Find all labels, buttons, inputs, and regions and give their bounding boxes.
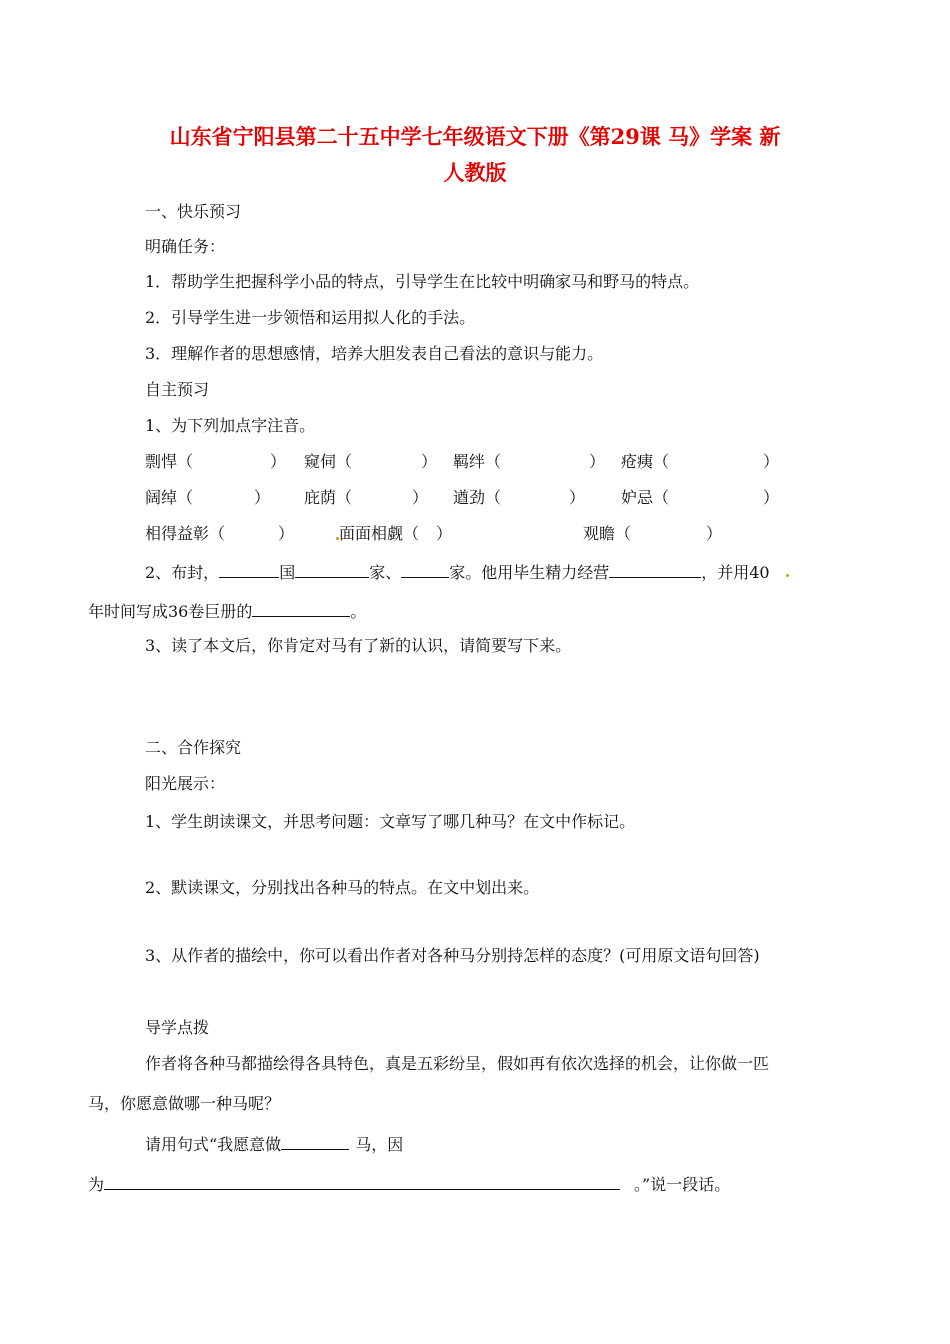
guide-label: 导学点拨 [145,1018,210,1037]
mark-dot [786,574,789,577]
word-duji: 妒忌（ [621,488,670,507]
blank-horse-type[interactable] [281,1131,349,1150]
sentence-wei: 为 [88,1175,105,1194]
question-2-line-1 [145,559,770,584]
paren-close: ） [254,488,271,507]
paren-close: ） [421,452,438,471]
task-item-3: 3．理解作者的思想感情，培养大胆发表自己看法的意识与能力。 [145,344,604,363]
explore-item-3: 3、从作者的描绘中，你可以看出作者对各种马分别持怎样的态度？(可用原文语句回答) [145,946,760,965]
sentence-prompt-line-2 [88,1171,730,1196]
word-kuisi: 窥伺（ [304,452,353,471]
q2-jia: 家、 [369,563,402,582]
paren-close: ） [270,452,287,471]
word-qiujin: 遒劲（ [453,488,502,507]
q2-lifework: 家。他用毕生精力经营 [449,563,610,582]
blank-book[interactable] [252,598,350,617]
sentence-start: 请用句式“我愿意做 [145,1135,282,1154]
task-item-1: 1．帮助学生把握科学小品的特点，引导学生在比较中明确家马和野马的特点。 [145,272,700,291]
sunshine-label: 阳光展示： [145,774,226,793]
q2-country: 国 [279,563,296,582]
question-2-line-2 [88,598,366,623]
paren-close: ） [763,452,780,471]
blank-reason[interactable] [104,1171,620,1190]
task-label: 明确任务： [145,237,226,256]
mark-dot [336,537,339,540]
paren-close: ） [412,488,429,507]
guide-paragraph-line-1: 作者将各种马都描绘得各具特色，真是五彩纷呈，假如再有依次选择的机会，让你做一匹 [145,1054,770,1073]
blank-profession-1[interactable] [295,559,369,578]
paren-close: ） [569,488,586,507]
sentence-because: 马，因 [355,1135,404,1154]
paren-close: ） [278,524,295,543]
explore-item-2: 2、默读课文，分别找出各种马的特点。在文中划出来。 [145,878,540,897]
paren-close: ） [589,452,606,471]
q2-buffon: 2、布封， [145,563,220,582]
paren-close: ） [763,488,780,507]
word-jiban: 羁绊（ [453,452,502,471]
document-title-line-1: 山东省宁阳县第二十五中学七年级语文下册《第29课 马》学案 新 [169,124,781,149]
sentence-end: 。”说一段话。 [634,1175,731,1194]
q2-volumes: 年时间写成36卷巨册的 [88,602,253,621]
paren-close: ） [436,524,453,543]
word-xiangdeyizhang: 相得益彰（ [145,524,226,543]
word-guanzhan: 观瞻（ [583,524,632,543]
question-3: 3、读了本文后，你肯定对马有了新的认识，请简要写下来。 [145,636,572,655]
sentence-prompt-line-1 [145,1131,403,1156]
task-item-2: 2．引导学生进一步领悟和运用拟人化的手法。 [145,308,476,327]
explore-item-1: 1、学生朗读课文，并思考问题：文章写了哪几种马？在文中作标记。 [145,812,636,831]
paren-close: ） [706,524,723,543]
section-1-heading: 一、快乐预习 [145,202,242,221]
word-piaohan: 剽悍（ [145,452,194,471]
q2-end: 。 [350,602,367,621]
word-kuochuo: 阔绰（ [145,488,194,507]
word-biyin: 庇荫（ [304,488,353,507]
blank-work[interactable] [609,559,701,578]
word-chuangyi: 疮痍（ [621,452,670,471]
guide-paragraph-line-2: 马，你愿意做哪一种马呢？ [88,1094,281,1113]
document-title-line-2: 人教版 [443,160,507,185]
word-mianmianxiangqu: 面面相觑（ [339,524,420,543]
self-study-label: 自主预习 [145,380,210,399]
blank-profession-2[interactable] [401,559,449,578]
question-1: 1、为下列加点字注音。 [145,416,316,435]
section-2-heading: 二、合作探究 [145,738,242,757]
blank-country[interactable] [219,559,279,578]
q2-forty: ，并用40 [701,563,770,582]
